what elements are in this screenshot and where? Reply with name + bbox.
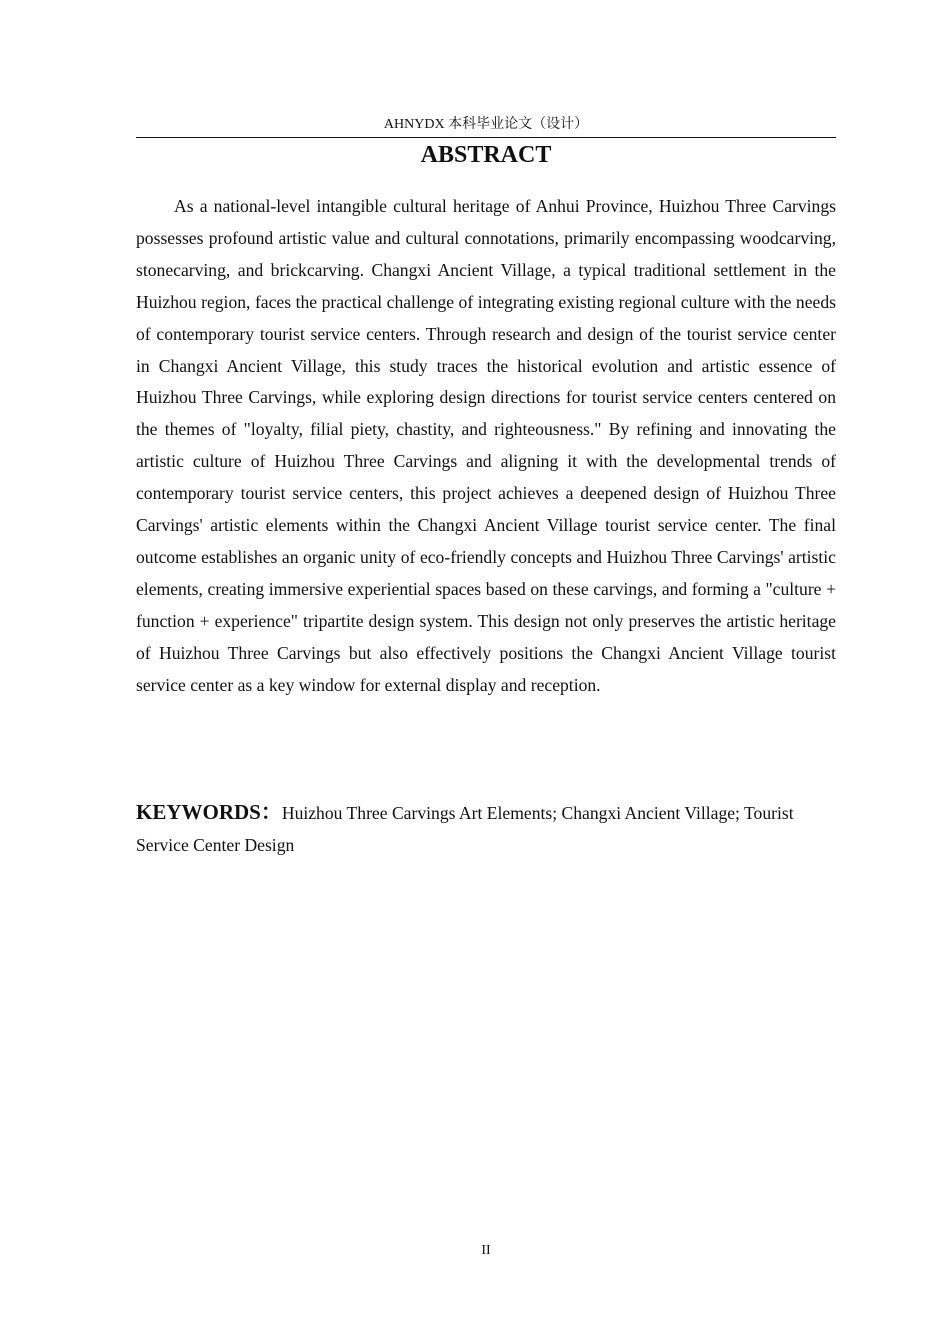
header-rule (136, 137, 836, 138)
running-header: AHNYDX 本科毕业论文（设计） (383, 117, 589, 132)
abstract-title: ABSTRACT (420, 142, 552, 168)
keywords-label: KEYWORDS： (136, 800, 282, 824)
abstract-body: As a national-level intangible cultural heritage of Anhui Province, Huizhou Three Carvings possesses profound artistic value and cultural connotations, primarily encompassing woodcarving, stonecarving, and brickcarving. Changxi Ancient Village, a typical traditional settlement in the Huizhou region, faces the practical challenge of integrating existing regional culture with the needs of contemporary tourist service centers. Through research and design of the tourist service center in Changxi Ancient Village, this study traces the historical evolution and artistic essence of Huizhou Three Carvings, while exploring design directions for tourist service centers centered on the themes of "loyalty, filial piety, chastity, and righteousness." By refining and innovating the artistic culture of Huizhou Three Carvings and aligning it with the developmental trends of contemporary tourist service centers, this project achieves a deepened design of Huizhou Three Carvings' artistic elements within the Changxi Ancient Village tourist service center. The final outcome establishes an organic unity of eco-friendly concepts and Huizhou Three Carvings' artistic elements, creating immersive experiential spaces based on these carvings, and forming a "culture + function + experience" tripartite design system. This design not only preserves the artistic heritage of Huizhou Three Carvings but also effectively positions the Changxi Ancient Village tourist service center as a key window for external display and reception. (136, 196, 836, 695)
keywords-paragraph (136, 796, 836, 861)
keywords-text: Huizhou Three Carvings Art Elements; Changxi Ancient Village; Tourist Service Center Design (136, 803, 794, 855)
page-number: II (481, 1243, 491, 1258)
